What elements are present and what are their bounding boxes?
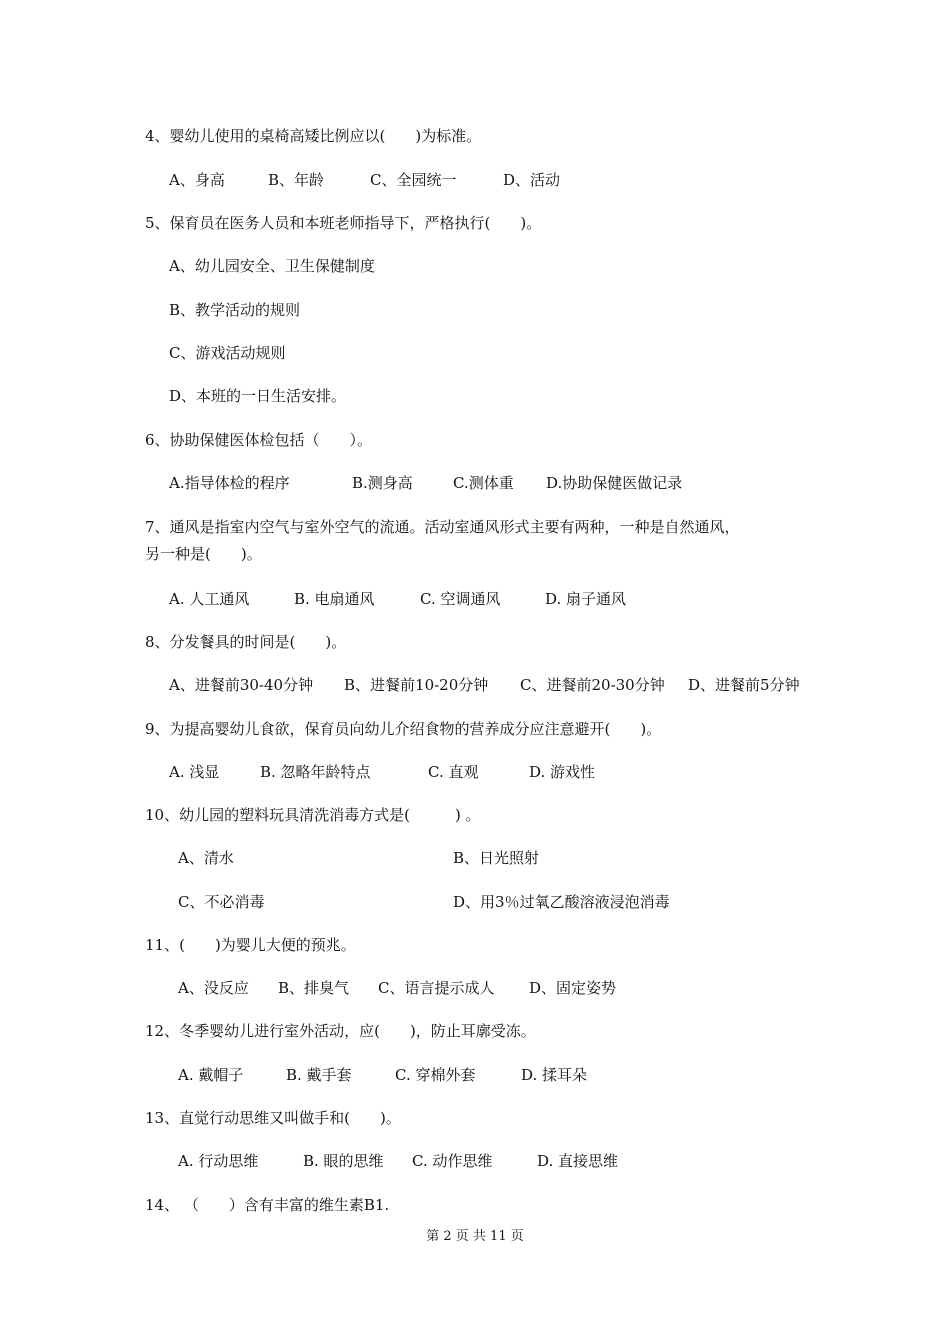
q7-option-c: C. 空调通风 (420, 590, 501, 608)
q5-option-a: A、幼儿园安全、卫生保健制度 (169, 257, 375, 275)
question-7-stem-line2: 另一种是( )。 (145, 545, 262, 563)
question-14-stem: 14、 （ ）含有丰富的维生素B1. (145, 1196, 390, 1214)
q8-option-a: A、进餐前30-40分钟 (169, 676, 314, 694)
q9-option-c: C. 直观 (428, 763, 479, 781)
q12-option-b: B. 戴手套 (286, 1066, 352, 1084)
q5-option-b: B、教学活动的规则 (169, 301, 301, 319)
q6-option-a: A.指导体检的程序 (169, 474, 290, 492)
page-number-footer: 第 2 页 共 11 页 (426, 1229, 524, 1244)
question-7-stem-line1: 7、通风是指室内空气与室外空气的流通。活动室通风形式主要有两种，一种是自然通风， (145, 518, 740, 536)
q6-option-b: B.测身高 (352, 474, 413, 492)
q13-option-c: C. 动作思维 (412, 1152, 493, 1170)
q13-option-b: B. 眼的思维 (303, 1152, 384, 1170)
q11-option-a: A、没反应 (178, 979, 249, 997)
q8-option-b: B、进餐前10-20分钟 (344, 676, 489, 694)
q11-option-c: C、语言提示成人 (378, 979, 495, 997)
question-6-stem: 6、协助保健医体检包括（ ）。 (145, 431, 373, 449)
question-9-stem: 9、为提高婴幼儿食欲，保育员向幼儿介绍食物的营养成分应注意避开( )。 (145, 720, 662, 738)
q8-option-c: C、进餐前20-30分钟 (520, 676, 665, 694)
question-11-stem: 11、( )为婴儿大便的预兆。 (145, 936, 356, 954)
q6-option-c: C.测体重 (453, 474, 514, 492)
q7-option-a: A. 人工通风 (169, 590, 250, 608)
q10-option-a: A、清水 (178, 849, 234, 867)
q11-option-b: B、排臭气 (278, 979, 350, 997)
q9-option-a: A. 浅显 (169, 763, 220, 781)
q13-option-a: A. 行动思维 (178, 1152, 259, 1170)
q5-option-d: D、本班的一日生活安排。 (169, 387, 347, 405)
question-13-stem: 13、直觉行动思维又叫做手和( )。 (145, 1109, 401, 1127)
q12-option-d: D. 揉耳朵 (521, 1066, 588, 1084)
q5-option-c: C、游戏活动规则 (169, 344, 286, 362)
q12-option-c: C. 穿棉外套 (395, 1066, 476, 1084)
q8-option-d: D、进餐前5分钟 (688, 676, 800, 694)
q7-option-d: D. 扇子通风 (545, 590, 627, 608)
q12-option-a: A. 戴帽子 (178, 1066, 244, 1084)
q4-option-a: A、身高 (169, 171, 225, 189)
q6-option-d: D.协助保健医做记录 (546, 474, 683, 492)
q9-option-d: D. 游戏性 (529, 763, 596, 781)
question-10-stem: 10、幼儿园的塑料玩具清洗消毒方式是( ) 。 (145, 806, 481, 824)
q11-option-d: D、固定姿势 (529, 979, 617, 997)
q4-option-d: D、活动 (503, 171, 561, 189)
q10-option-b: B、日光照射 (453, 849, 540, 867)
q9-option-b: B. 忽略年龄特点 (260, 763, 371, 781)
q4-option-c: C、全园统一 (370, 171, 457, 189)
question-4-stem: 4、婴幼儿使用的桌椅高矮比例应以( )为标准。 (145, 127, 482, 145)
q7-option-b: B. 电扇通风 (294, 590, 375, 608)
question-12-stem: 12、冬季婴幼儿进行室外活动，应( )，防止耳廓受冻。 (145, 1022, 536, 1040)
question-8-stem: 8、分发餐具的时间是( )。 (145, 633, 347, 651)
q10-option-d: D、用3％过氧乙酸溶液浸泡消毒 (453, 893, 670, 911)
q13-option-d: D. 直接思维 (537, 1152, 619, 1170)
q10-option-c: C、不必消毒 (178, 893, 265, 911)
q4-option-b: B、年龄 (268, 171, 325, 189)
question-5-stem: 5、保育员在医务人员和本班老师指导下，严格执行( )。 (145, 214, 542, 232)
